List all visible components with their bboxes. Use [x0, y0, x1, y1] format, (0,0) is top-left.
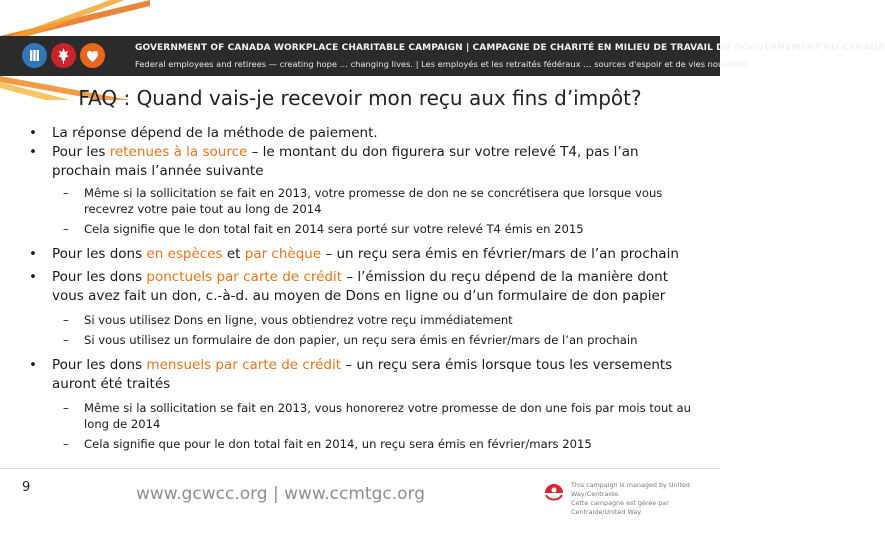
footer-website-links[interactable]: www.gcwcc.org | www.ccmtgc.org: [136, 484, 426, 504]
sub-bullet-text: Cela signifie que le don total fait en 2014 sera porté sur votre relevé T4 émis en 2015: [84, 222, 584, 236]
bullet-mark: •: [29, 269, 37, 285]
bullet-text-post: – l’émission du reçu dépend de la manière dont vous avez fait un don, c.-à-d. au moyen de Dons en ligne ou d’un formulaire de don papier: [52, 269, 669, 304]
dash-mark: –: [63, 222, 69, 236]
highlight-cash: en espèces: [146, 246, 223, 262]
united-way-logo-icon: [22, 43, 47, 68]
healthpartners-logo-icon: [80, 43, 105, 68]
footer-note-en: This campaign is managed by United Way/Centraide.: [571, 481, 690, 498]
page-number: 9: [22, 480, 31, 495]
dash-mark: –: [63, 313, 69, 327]
bullet-text: La réponse dépend de la méthode de paiement.: [52, 125, 378, 141]
bullet-text-pre: Pour les: [52, 144, 110, 160]
dash-mark: –: [63, 333, 69, 347]
sub-bullet-text: Si vous utilisez Dons en ligne, vous obtiendrez votre reçu immédiatement: [84, 313, 513, 327]
bullet-mark: •: [29, 357, 37, 373]
bullet-text-post: – un reçu sera émis en février/mars de l’an prochain: [321, 246, 679, 262]
sub-bullet: [0, 221, 698, 237]
dash-mark: –: [63, 186, 69, 200]
bullet-text-mid: et: [222, 246, 245, 262]
sub-bullet: [0, 332, 698, 348]
bullet-text-pre: Pour les dons: [52, 269, 147, 285]
page-title: FAQ : Quand vais-je recevoir mon reçu aux fins d’impôt?: [78, 86, 642, 110]
highlight-payroll: retenues à la source: [109, 144, 248, 160]
sub-bullet: [0, 185, 698, 217]
bullet-cash-cheque: [0, 245, 695, 264]
bullet-one-time-credit-card: [0, 268, 695, 306]
bullet-mark: •: [29, 125, 37, 141]
dash-mark: –: [63, 401, 69, 415]
campaign-banner: [0, 0, 885, 100]
sub-bullet-text: Même si la sollicitation se fait en 2013, votre promesse de don ne se concrétisera que lorsque vous recevrez votre paie tout au long de 2014: [84, 186, 663, 216]
bullet-text-post: – un reçu sera émis lorsque tous les versements auront été traités: [52, 357, 673, 392]
sub-bullet: [0, 400, 698, 432]
bullet-mark: •: [29, 246, 37, 262]
bullet-payroll-deduction: [0, 143, 695, 181]
bullet-text-post: – le montant du don figurera sur votre relevé T4, pas l’an prochain mais l’année suivante: [52, 144, 639, 179]
united-way-footer-logo-icon: [543, 482, 565, 504]
highlight-cheque: par chèque: [244, 246, 322, 262]
sub-bullet-text: Cela signifie que pour le don total fait en 2014, un reçu sera émis en février/mars 2015: [84, 437, 592, 451]
bullet-mark: •: [29, 144, 37, 160]
maple-leaf-logo-icon: [51, 43, 76, 68]
bullet-text-pre: Pour les dons: [52, 246, 147, 262]
sub-bullet-text: Même si la sollicitation se fait en 2013, vous honorerez votre promesse de don une fois par mois tout au long de 2014: [84, 401, 691, 431]
banner-tagline: Federal employees and retirees — creating hope … changing lives. | Les employés et les retraités fédéraux … sources d'espoir et de vies nouvelles.: [135, 59, 750, 69]
footer-note: [571, 481, 717, 517]
banner-bar: [0, 36, 720, 76]
bullet-monthly-credit-card: [0, 356, 695, 394]
bullet-payment-method: [0, 124, 695, 143]
highlight-monthly-credit-card: mensuels par carte de crédit: [146, 357, 341, 373]
bullet-text-pre: Pour les dons: [52, 357, 147, 373]
sub-bullet: [0, 436, 698, 452]
footer-divider: [0, 468, 720, 469]
faq-content: [0, 124, 720, 452]
sub-bullet: [0, 312, 698, 328]
sub-bullet-text: Si vous utilisez un formulaire de don papier, un reçu sera émis en février/mars de l’an prochain: [84, 333, 638, 347]
footer-note-fr: Cette campagne est gérée par Centraide/United Way.: [571, 499, 669, 516]
banner-title: GOVERNMENT OF CANADA WORKPLACE CHARITABLE CAMPAIGN | CAMPAGNE DE CHARITÉ EN MILIEU DE TRAVAIL DU GOUVERNEMENT DU CANADA: [135, 43, 885, 53]
highlight-one-time-credit-card: ponctuels par carte de crédit: [146, 269, 343, 285]
dash-mark: –: [63, 437, 69, 451]
